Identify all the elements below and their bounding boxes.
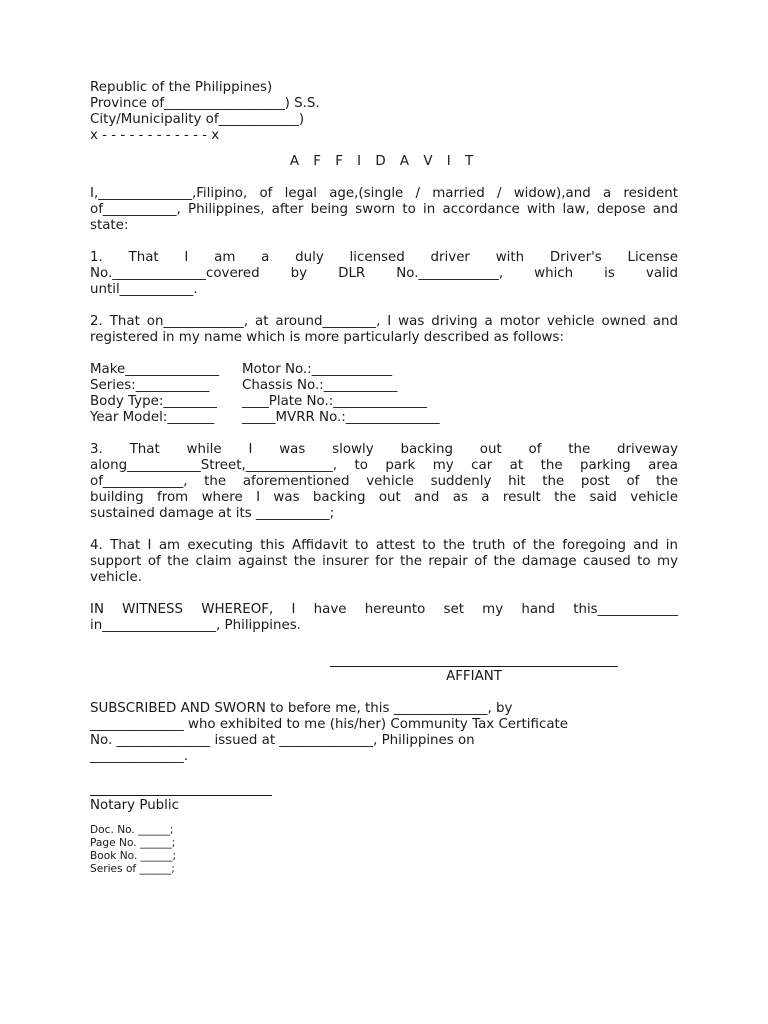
- vehicle-year-model: Year Model:_______: [90, 410, 215, 425]
- header-city: City/Municipality of____________): [90, 112, 305, 127]
- header-republic: Republic of the Philippines): [90, 80, 273, 95]
- vehicle-row-body: [90, 394, 678, 410]
- witness-clause: [90, 602, 678, 634]
- vehicle-body-type: Body Type:________: [90, 394, 217, 409]
- vehicle-row-year: [90, 410, 678, 426]
- notary-signature-line: [90, 795, 272, 796]
- paragraph-3-line-5: sustained damage at its ___________;: [90, 506, 335, 521]
- intro-paragraph: I,______________,Filipino, of legal age,(single / married / widow),and a resident of___________, Philippines, after being sworn to in accordance with law, depose and state:: [90, 186, 683, 233]
- vehicle-motor-no: Motor No.:____________: [242, 362, 393, 377]
- notarial-register: [90, 824, 678, 876]
- paragraph-3-line-2: along___________Street,_____________, to park my car at the parking area: [90, 458, 678, 473]
- paragraph-4: 4. That I am executing this Affidavit to attest to the truth of the foregoing and in support of the claim against the insurer for the repair of the damage caused to my vehicle.: [90, 538, 683, 585]
- paragraph-1-line-3: until___________.: [90, 282, 198, 297]
- witness-line-2: in_________________, Philippines.: [90, 618, 301, 633]
- vehicle-make: Make______________: [90, 362, 220, 377]
- vehicle-mvrr-no: _____MVRR No.:______________: [242, 410, 440, 425]
- header-province: Province of__________________) S.S.: [90, 96, 320, 111]
- jurat-line-3: No. ______________ issued at ______________, Philippines on: [90, 733, 475, 748]
- vehicle-details: [90, 362, 678, 426]
- paragraph-1: [90, 250, 678, 298]
- witness-line-1: IN WITNESS WHEREOF, I have hereunto set my hand this____________: [90, 602, 678, 617]
- paragraph-2: 2. That on____________, at around________, I was driving a motor vehicle owned and registered in my name which is more particularly described as follows:: [90, 314, 683, 345]
- affiant-signature-line: [330, 666, 618, 667]
- paragraph-3-line-3: of____________, the aforementioned vehicle suddenly hit the post of the: [90, 474, 678, 489]
- vehicle-row-make: [90, 362, 678, 378]
- page-no: Page No. ______;: [90, 837, 176, 849]
- jurat-line-4: ______________.: [90, 749, 188, 764]
- vehicle-chassis-no: Chassis No.:___________: [242, 378, 398, 393]
- vehicle-plate-no: ____Plate No.:______________: [242, 394, 428, 409]
- vehicle-series: Series:___________: [90, 378, 210, 393]
- vehicle-row-series: [90, 378, 678, 394]
- book-no: Book No. ______;: [90, 850, 177, 862]
- paragraph-1-line-2: No.______________covered by DLR No.____________, which is valid: [90, 266, 678, 281]
- venue-header: [90, 80, 678, 144]
- paragraph-3-line-4: building from where I was backing out and as a result the said vehicle: [90, 490, 678, 505]
- paragraph-3-line-1: 3. That while I was slowly backing out of the driveway: [90, 442, 678, 457]
- jurat-line-2: ______________ who exhibited to me (his/her) Community Tax Certificate: [90, 717, 569, 732]
- notary-label: Notary Public: [90, 798, 179, 813]
- paragraph-3: [90, 442, 678, 522]
- jurat-line-1: SUBSCRIBED AND SWORN to before me, this ______________, by: [90, 701, 513, 716]
- document-title: A F F I D A V I T: [289, 154, 479, 169]
- doc-no: Doc. No. ______;: [90, 824, 174, 836]
- affidavit-document: [90, 80, 683, 876]
- series-of: Series of ______;: [90, 863, 175, 875]
- jurat: [90, 701, 678, 765]
- header-separator: x - - - - - - - - - - - - x: [90, 128, 220, 143]
- paragraph-1-line-1: 1. That I am a duly licensed driver with Driver's License: [90, 250, 678, 265]
- affiant-signature-block: [330, 666, 618, 685]
- affiant-label: AFFIANT: [446, 669, 502, 684]
